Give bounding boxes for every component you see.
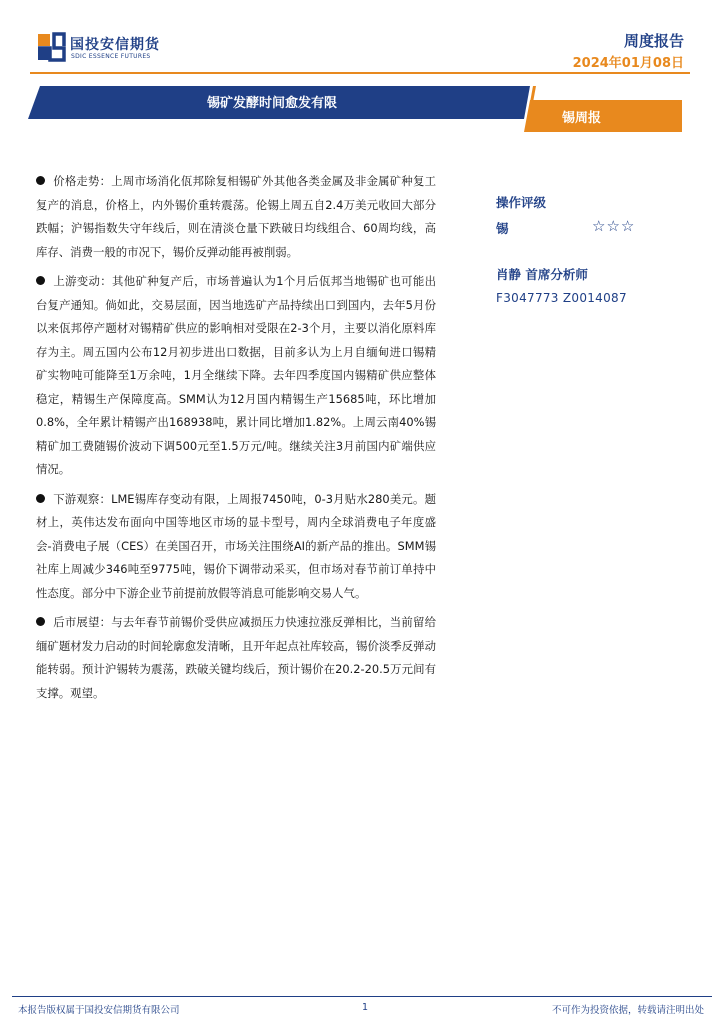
analyst-license: F3047773 Z0014087 xyxy=(496,291,627,305)
footer-divider xyxy=(12,996,712,997)
side-panel xyxy=(496,193,696,305)
report-type-label: 周度报告 xyxy=(623,32,684,50)
rating-row xyxy=(496,219,696,241)
logo-text-en: SDIC ESSENCE FUTURES xyxy=(71,53,151,60)
report-body xyxy=(36,170,436,711)
paragraph-price-trend: 价格走势：上周市场消化佤邦除复相锡矿外其他各类金属及非金属矿种复工复产的消息，价格上，内外锡价重转震荡。伦锡上周五自2.4万美元收回大部分跌幅；沪锡指数失守年线后，则在清淡仓量下跌破日均线组合、60周均线，高库存、消费一般的市况下，锡价反弹动能再被削弱。 xyxy=(36,174,436,259)
page-number: 1 xyxy=(362,1002,369,1013)
bullet-icon xyxy=(36,276,45,285)
report-date: 2024年01月08日 xyxy=(572,56,684,71)
report-title: 锡矿发酵时间愈发有限 xyxy=(207,96,338,111)
rating-title: 操作评级 xyxy=(496,195,547,210)
report-category-tag: 锡周报 xyxy=(562,111,602,126)
rating-stars-icon: ☆☆☆ xyxy=(592,217,636,235)
analyst-name: 肖静 首席分析师 xyxy=(496,267,588,282)
bullet-icon xyxy=(36,617,45,626)
title-banner xyxy=(0,0,724,140)
logo-text-cn: 国投安信期货 xyxy=(70,37,160,53)
paragraph-downstream: 下游观察：LME锡库存变动有限，上周报7450吨，0-3月贴水280美元。题材上，英伟达发布面向中国等地区市场的显卡型号，周内全球消费电子年度盛会-消费电子展（CES）在美国召开，市场关注围绕AI的新产品的推出。SMM锡社库上周减少346吨至9775吨，锡价下调带动采买，但市场对春节前订单持中性态度。部分中下游企业节前提前放假等消息可能影响交易人气。 xyxy=(36,491,436,600)
footer-disclaimer: 不可作为投资依据，转载请注明出处 xyxy=(551,1005,704,1016)
paragraph-outlook: 后市展望：与去年春节前锡价受供应减损压力快速拉涨反弹相比，当前留给缅矿题材发力启动的时间轮廓愈发清晰，且开年起点社库较高，锡价淡季反弹动能转弱。预计沪锡转为震荡，跌破关键均线后，预计锡价在20.2-20.5万元间有支撑。观望。 xyxy=(36,615,436,700)
footer-copyright: 本报告版权属于国投安信期货有限公司 xyxy=(18,1005,180,1016)
bullet-icon xyxy=(36,176,45,185)
paragraph-upstream: 上游变动：其他矿种复产后，市场普遍认为1个月后佤邦当地锡矿也可能出台复产通知。倘如此，交易层面，因当地选矿产品持续出口到国内，去年5月份以来佤邦停产题材对锡精矿供应的影响相对受限在2-3个月，主要以消化原料库存为主。周五国内公布12月初步进出口数据，目前多认为上月自缅甸进口锡精矿实物吨可能降至1万余吨，1月全继续下降。去年四季度国内锡精矿供应整体稳定，精锡生产保障度高。SMM认为12月国内精锡生产15685吨，环比增加0.8%，全年累计精锡产出168938吨，累计同比增加1.82%。上周云南40%锡精矿加工费随锡价波动下调500元至1.5万元/吨。继续关注3月前国内矿端供应情况。 xyxy=(36,274,436,476)
rating-commodity: 锡 xyxy=(496,221,509,236)
bullet-icon xyxy=(36,494,45,503)
